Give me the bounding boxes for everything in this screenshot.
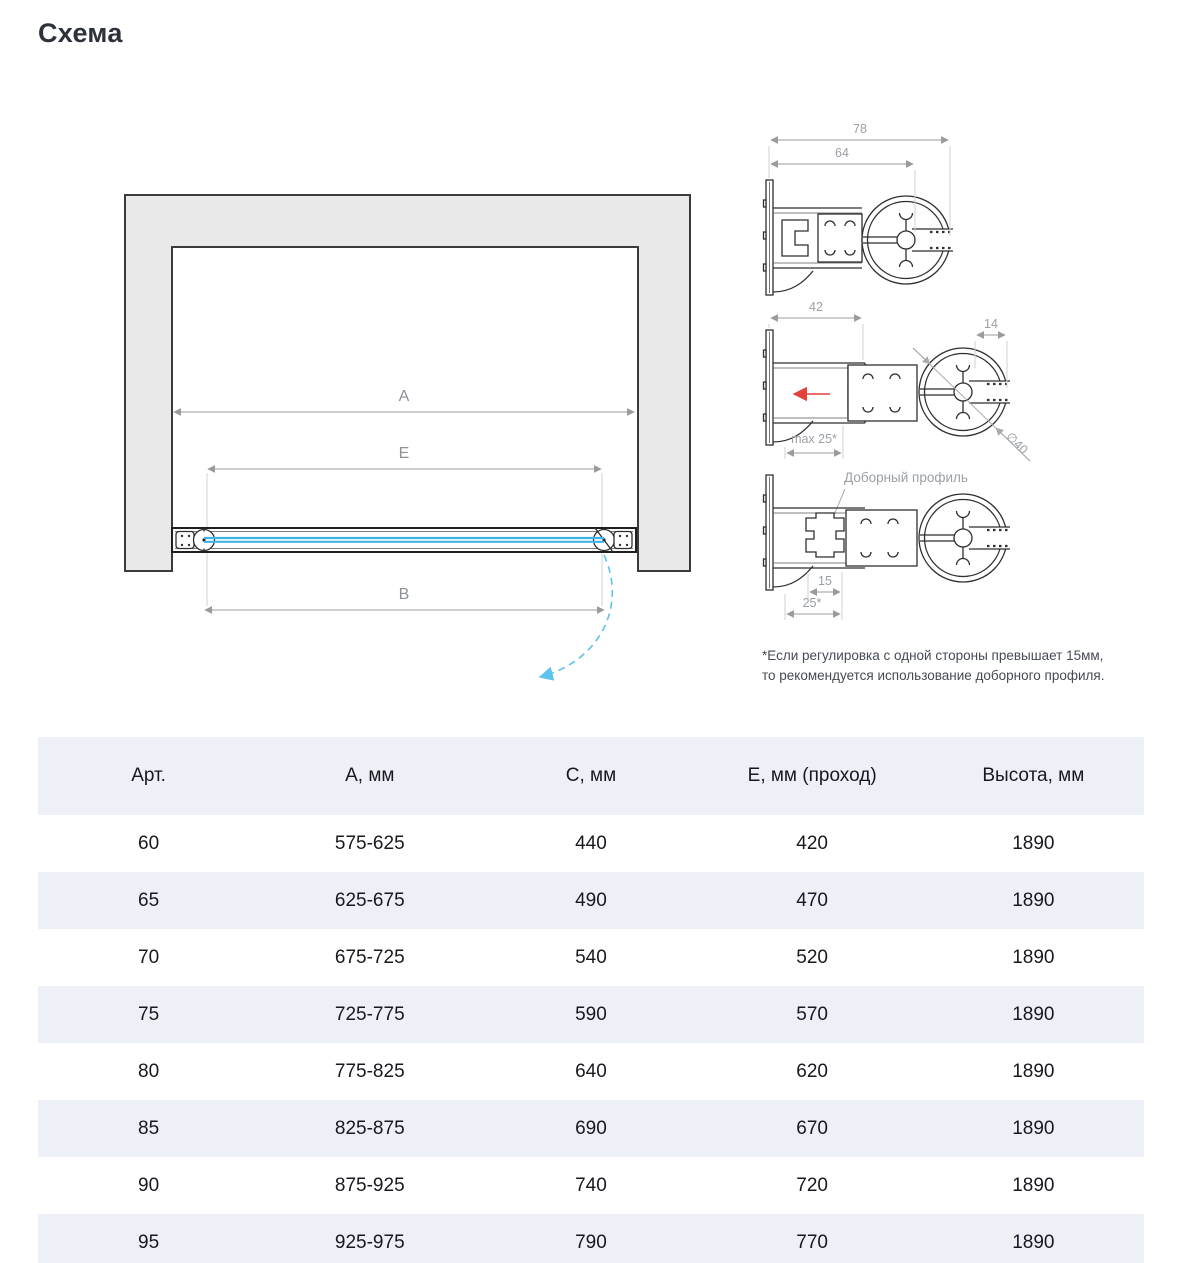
- table-cell: 1890: [1012, 1060, 1055, 1082]
- extension-profile-piece: [806, 513, 844, 557]
- table-cell: 690: [575, 1117, 607, 1139]
- wall-shape: [125, 195, 690, 571]
- table-cell: 1890: [1012, 946, 1055, 968]
- connector-profile: [846, 510, 917, 566]
- table-cell: 70: [138, 946, 160, 968]
- table-row: [38, 1214, 1144, 1263]
- table-cell: 60: [138, 832, 160, 854]
- table-cell: 1890: [1012, 1174, 1055, 1196]
- table-cell: 440: [575, 832, 607, 854]
- door-track-bar: [172, 528, 636, 552]
- col-header-c: С, мм: [565, 765, 617, 786]
- table-cell: 825-875: [334, 1117, 405, 1139]
- table-cell: 520: [796, 946, 828, 968]
- page-title: Схема: [38, 18, 123, 48]
- dimension-b: [205, 586, 604, 610]
- dim-25-label: 25*: [802, 596, 822, 610]
- dim-max25-label: max 25*: [791, 432, 837, 446]
- table-cell: 675-725: [334, 946, 405, 968]
- door-swing-arc: [540, 555, 612, 677]
- table-cell: 590: [575, 1003, 607, 1025]
- left-wall-bracket: [176, 532, 194, 549]
- table-cell: 875-925: [334, 1174, 405, 1196]
- table-cell: 85: [138, 1117, 160, 1139]
- dim-dia40-label: ∅40: [1003, 429, 1031, 457]
- table-cell: 1890: [1012, 1231, 1055, 1253]
- table-cell: 490: [575, 889, 607, 911]
- profile-section-bottom: [764, 470, 1012, 620]
- table-cell: 540: [575, 946, 607, 968]
- spec-table: [38, 737, 1144, 1263]
- table-row: [38, 1157, 1144, 1214]
- col-header-art: Арт.: [131, 765, 166, 786]
- table-row: [38, 986, 1144, 1043]
- table-cell: 625-675: [334, 889, 405, 911]
- dim-42-label: 42: [809, 300, 823, 314]
- roller-knob: [862, 196, 954, 284]
- dim-15-label: 15: [818, 574, 832, 588]
- table-cell: 570: [796, 1003, 828, 1025]
- dim-a-label: A: [398, 388, 410, 405]
- door-frame-diagram: [125, 195, 690, 677]
- table-row: [38, 1100, 1144, 1157]
- profile-section-middle: [764, 300, 1031, 461]
- connector-profile: [818, 214, 862, 262]
- dimension-e: [208, 445, 601, 469]
- table-row: [38, 1043, 1144, 1100]
- table-row: [38, 872, 1144, 929]
- table-body: [38, 815, 1144, 1263]
- table-header-row: [38, 737, 1144, 815]
- table-cell: 670: [796, 1117, 828, 1139]
- table-cell: 1890: [1012, 832, 1055, 854]
- table-cell: 770: [796, 1231, 828, 1253]
- table-cell: 790: [575, 1231, 607, 1253]
- table-cell: 740: [575, 1174, 607, 1196]
- dimension-a: [174, 388, 634, 412]
- footnote-line-1: *Если регулировка с одной стороны превышает 15мм,: [762, 648, 1104, 663]
- col-header-a: А, мм: [345, 765, 395, 786]
- table-cell: 80: [138, 1060, 160, 1082]
- table-cell: 575-625: [334, 832, 405, 854]
- dim-14-label: 14: [984, 317, 998, 331]
- footnote-line-2: то рекомендуется использование доборного профиля.: [762, 668, 1105, 683]
- connector-profile: [848, 365, 917, 421]
- table-cell: 420: [796, 832, 828, 854]
- col-header-height: Высота, мм: [982, 765, 1085, 786]
- dim-b-label: B: [398, 586, 410, 603]
- roller-knob: [919, 348, 1011, 436]
- table-cell: 1890: [1012, 1117, 1055, 1139]
- dim-e-label: E: [398, 445, 410, 462]
- table-cell: 720: [796, 1174, 828, 1196]
- roller-knob: [919, 494, 1011, 582]
- table-cell: 65: [138, 889, 160, 911]
- table-cell: 620: [796, 1060, 828, 1082]
- table-row: [38, 815, 1144, 872]
- footnote: [762, 646, 1182, 686]
- table-cell: 925-975: [334, 1231, 405, 1253]
- table-row: [38, 929, 1144, 986]
- table-cell: 1890: [1012, 1003, 1055, 1025]
- dim-64-label: 64: [835, 146, 849, 160]
- dim-78-label: 78: [853, 122, 867, 136]
- right-wall-bracket: [614, 532, 632, 549]
- table-cell: 75: [138, 1003, 160, 1025]
- profile-section-top: [764, 122, 955, 295]
- table-cell: 775-825: [334, 1060, 405, 1082]
- extension-profile-label: Доборный профиль: [844, 470, 968, 485]
- table-cell: 95: [138, 1231, 160, 1253]
- table-cell: 1890: [1012, 889, 1055, 911]
- table-cell: 90: [138, 1174, 160, 1196]
- table-cell: 470: [796, 889, 828, 911]
- col-header-e: Е, мм (проход): [747, 765, 877, 786]
- table-cell: 725-775: [334, 1003, 405, 1025]
- table-cell: 640: [575, 1060, 607, 1082]
